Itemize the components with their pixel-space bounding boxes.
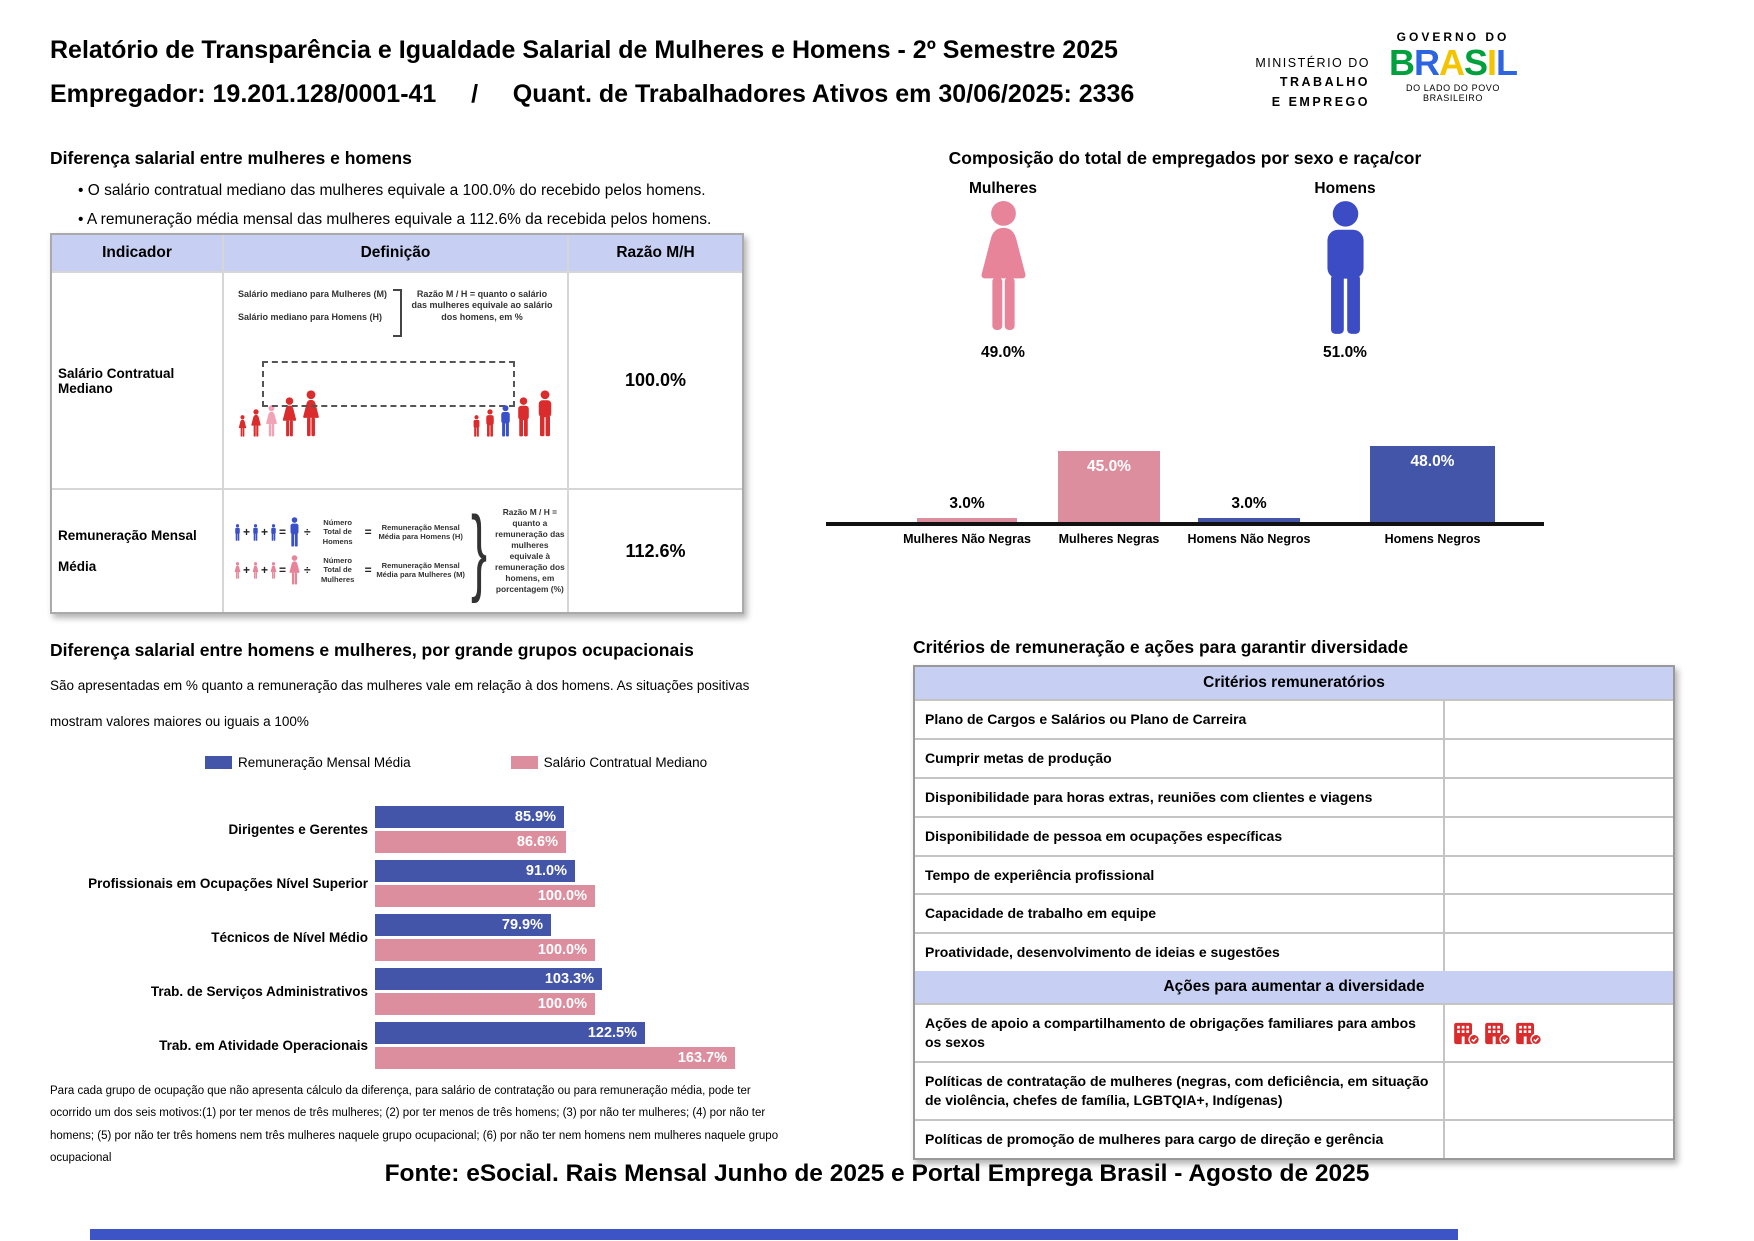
company-check-icon — [1484, 1022, 1511, 1045]
criteria-row-6 — [915, 934, 1673, 971]
woman-figure-box — [923, 200, 1083, 337]
diversity-label: Políticas de promoção de mulheres para cargo de direção e gerência — [915, 1121, 1445, 1158]
governo-do-brasil-logo — [1378, 30, 1528, 103]
formula-women-row — [234, 555, 467, 585]
formula-men-row — [234, 517, 467, 547]
criteria-label: Disponibilidade para horas extras, reuniões com clientes e viagens — [915, 779, 1445, 816]
equals-sign: = — [279, 525, 287, 539]
women-divisor-label: Número Total de Mulheres — [320, 556, 355, 584]
occupation-group-label: Trab. de Serviços Administrativos — [150, 984, 368, 999]
diversity-label: Ações de apoio a compartilhamento de obrigações familiares para ambos os sexos — [915, 1005, 1445, 1061]
page-title: Relatório de Transparência e Igualdade Salarial de Mulheres e Homens - 2º Semestre 2025 — [50, 36, 1118, 64]
woman-icon — [270, 562, 277, 579]
bar-value-label: 3.0% — [949, 495, 985, 512]
occupation-section — [50, 640, 840, 1220]
chart-legend — [205, 755, 707, 770]
occupation-bar-pink — [375, 939, 595, 961]
gov-logo-slogan: DO LADO DO POVO BRASILEIRO — [1405, 82, 1501, 103]
criteria-value-cell — [1445, 895, 1673, 932]
plus-sign: + — [243, 563, 251, 577]
diversity-label: Políticas de contratação de mulheres (negras, com deficiência, em situação de violência, chefes de família, LGBTQIA+, Indígenas) — [915, 1063, 1445, 1119]
bar-value-label: 85.9% — [514, 809, 556, 825]
woman-icon — [265, 405, 278, 437]
man-icon — [472, 415, 481, 437]
bar-value-label: 45.0% — [1087, 458, 1131, 475]
equals-sign: = — [279, 563, 287, 577]
occupation-bar-pink — [375, 993, 595, 1015]
occupation-group-4 — [50, 1022, 840, 1069]
criteria-label: Proatividade, desenvolvimento de ideias e sugestões — [915, 934, 1445, 971]
legend-salario: Salário Contratual Mediano — [511, 755, 708, 770]
ministry-line3: E EMPREGO — [1271, 94, 1370, 109]
occupation-footnote: Para cada grupo de ocupação que não apresenta cálculo da diferença, para salário de contratação ou para remuneração média, pode ter ocorrido um dos seis motivos:(1) por ter menos de três mulheres; (2) por ter menos de três homens; (3) por não ter mulheres; (4) por não ter homens; (5) por não ter três homens nem três mulheres naquele grupo ocupacional; (6) por não ter nem homens nem mulheres naquele grupo ocupacional — [50, 1085, 779, 1165]
category-label: Mulheres Negras — [1058, 532, 1160, 546]
criteria-table — [913, 665, 1675, 1160]
plus-sign: + — [261, 563, 269, 577]
diversity-row-1 — [915, 1063, 1673, 1121]
bottom-accent-bar — [90, 1229, 1458, 1240]
bar-value-label: 48.0% — [1410, 453, 1455, 470]
bullet-median-salary: • O salário contratual mediano das mulheres equivale a 100.0% do recebido pelos homens. — [78, 176, 778, 205]
divide-sign: ÷ — [304, 525, 311, 539]
category-label: Homens Não Negros — [1187, 532, 1311, 546]
men-figures-group — [472, 390, 555, 437]
composition-bar-3 — [1370, 446, 1495, 523]
criteria-value-cell — [1445, 857, 1673, 894]
category-label: Mulheres Não Negras — [903, 532, 1031, 546]
col-header-definicao: Definição — [224, 235, 569, 273]
diversity-value-cell — [1445, 1121, 1673, 1158]
criteria-value-cell — [1445, 934, 1673, 971]
criteria-row-4 — [915, 857, 1673, 896]
occupation-group-label: Dirigentes e Gerentes — [228, 822, 368, 837]
equals-sign: = — [364, 563, 372, 577]
man-icon — [252, 524, 259, 541]
occupation-bar-chart — [50, 806, 840, 1076]
brasil-letter: R — [1413, 42, 1439, 83]
definition-diagram-mean — [224, 490, 569, 612]
occupation-group-0 — [50, 806, 840, 853]
occupation-bar-blue — [375, 914, 551, 936]
people-figures-row — [224, 339, 567, 451]
composition-bar-1 — [1058, 451, 1160, 523]
criteria-row-1 — [915, 740, 1673, 779]
occupation-desc-line1: São apresentadas em % quanto a remuneração das mulheres vale em relação à dos homens. As situações positivas — [50, 678, 750, 693]
woman-icon — [288, 555, 301, 585]
man-figure-box — [1265, 200, 1425, 341]
occupation-heading: Diferença salarial entre homens e mulheres, por grande grupos ocupacionais — [50, 640, 694, 660]
occupation-group-label: Trab. em Atividade Operacionais — [159, 1038, 368, 1053]
occupation-group-3 — [50, 968, 840, 1015]
composition-section — [828, 148, 1542, 588]
brasil-letter: S — [1463, 42, 1487, 83]
diversity-value-cell — [1445, 1063, 1673, 1119]
women-sum-figures — [234, 555, 301, 585]
man-icon — [535, 390, 555, 437]
criteria-row-0 — [915, 701, 1673, 740]
criteria-subheader-diversidade: Ações para aumentar a diversidade — [915, 971, 1673, 1005]
man-icon — [234, 524, 241, 541]
criteria-value-cell — [1445, 740, 1673, 777]
salary-gap-bullets — [78, 176, 778, 235]
occupation-bar-pink — [375, 885, 595, 907]
composition-category-labels — [828, 532, 1542, 572]
divide-sign: ÷ — [304, 563, 311, 577]
occupation-bar-blue — [375, 806, 564, 828]
bar-value-label: 79.9% — [501, 917, 543, 933]
bar-value-label: 91.0% — [525, 863, 567, 879]
criteria-value-cell — [1445, 779, 1673, 816]
man-icon — [1317, 200, 1374, 336]
men-percentage: 51.0% — [1323, 344, 1367, 361]
bar-value-label: 100.0% — [537, 888, 587, 904]
row-label-remuneracao-media: Remuneração Mensal Média — [52, 490, 224, 612]
equals-sign: = — [364, 525, 372, 539]
median-men-label: Salário mediano para Homens (H) — [238, 312, 383, 322]
occupation-bar-blue — [375, 1022, 645, 1044]
occupation-group-1 — [50, 860, 840, 907]
diversity-row-2 — [915, 1121, 1673, 1158]
woman-icon — [252, 562, 259, 579]
criteria-value-cell — [1445, 818, 1673, 855]
mean-ratio-note: Razão M / H = quanto a remuneração das mulheres equivale à remuneração dos homens, em porcentagem (%) — [494, 507, 565, 594]
occupation-group-2 — [50, 914, 840, 961]
bar-value-label: 86.6% — [516, 834, 558, 850]
man-icon — [288, 517, 301, 547]
brasil-wordmark — [1378, 44, 1528, 82]
bar-value-label: 163.7% — [677, 1050, 727, 1066]
woman-icon — [976, 200, 1031, 332]
criteria-heading: Critérios de remuneração e ações para garantir diversidade — [913, 637, 1409, 657]
composition-bar-0 — [917, 495, 1017, 523]
source-footer: Fonte: eSocial. Rais Mensal Junho de 2025 e Portal Emprega Brasil - Agosto de 2025 — [384, 1160, 1370, 1187]
occupation-bar-blue — [375, 860, 575, 882]
men-sum-figures — [234, 517, 301, 547]
indicator-table — [50, 233, 744, 614]
criteria-rows — [915, 701, 1673, 971]
bar-value-label: 3.0% — [1231, 495, 1267, 512]
diversity-row-0 — [915, 1005, 1673, 1063]
criteria-label: Cumprir metas de produção — [915, 740, 1445, 777]
plus-sign: + — [261, 525, 269, 539]
composition-heading: Composição do total de empregados por sexo e raça/cor — [948, 148, 1422, 168]
criteria-row-2 — [915, 779, 1673, 818]
criteria-row-5 — [915, 895, 1673, 934]
bullet-mean-salary: • A remuneração média mensal das mulheres equivale a 112.6% da recebida pelos homens. — [78, 205, 778, 234]
man-icon — [499, 405, 512, 437]
men-result-label: Remuneração Mensal Média para Homens (H) — [378, 522, 463, 541]
ministry-line2: TRABALHO — [1279, 75, 1370, 90]
definition-diagram-median — [224, 273, 569, 490]
ratio-value-mean: 112.6% — [625, 540, 686, 561]
brasil-letter: A — [1438, 42, 1464, 83]
man-icon — [270, 524, 277, 541]
women-column-label: Mulheres — [968, 180, 1038, 197]
employer-info: Empregador: 19.201.128/0001-41 / Quant. de Trabalhadores Ativos em 30/06/2025: 2336 — [50, 80, 1135, 108]
ministry-line1: MINISTÉRIO DO — [1255, 56, 1370, 70]
brace-shape: } — [470, 497, 487, 605]
woman-icon — [234, 562, 241, 579]
criteria-label: Plano de Cargos e Salários ou Plano de Carreira — [915, 701, 1445, 738]
company-check-icon — [1453, 1022, 1480, 1045]
woman-icon — [250, 409, 262, 437]
men-divisor-label: Número Total de Homens — [322, 518, 353, 546]
women-percentage: 49.0% — [981, 344, 1025, 361]
brasil-letter: I — [1487, 42, 1497, 83]
median-women-label: Salário mediano para Mulheres (M) — [238, 289, 388, 299]
bracket-shape — [393, 289, 402, 337]
man-icon — [515, 397, 532, 437]
ratio-value-median: 100.0% — [569, 273, 742, 490]
occupation-desc-line2: mostram valores maiores ou iguais a 100% — [50, 714, 309, 729]
criteria-label: Capacidade de trabalho em equipe — [915, 895, 1445, 932]
diversity-value-cell — [1445, 1005, 1673, 1061]
legend-swatch-pink — [511, 756, 538, 769]
company-check-icon — [1515, 1022, 1542, 1045]
bar-value-label: 122.5% — [587, 1025, 637, 1041]
occupation-group-label: Técnicos de Nível Médio — [211, 930, 368, 945]
bar-value-label: 103.3% — [544, 971, 594, 987]
occupation-group-label: Profissionais em Ocupações Nível Superior — [88, 876, 368, 891]
gov-logo-top-text: GOVERNO DO — [1396, 30, 1510, 44]
man-icon — [484, 409, 496, 437]
col-header-indicador: Indicador — [52, 235, 224, 273]
category-label: Homens Negros — [1384, 532, 1481, 546]
occupation-bar-pink — [375, 1047, 735, 1069]
brasil-letter: L — [1496, 42, 1518, 83]
brasil-letter: B — [1388, 42, 1414, 83]
median-ratio-note: Razão M / H = quanto o salário das mulheres equivale ao salário dos homens, em % — [411, 289, 553, 322]
criteria-subheader-remuneratorios: Critérios remuneratórios — [915, 667, 1673, 701]
women-result-label: Remuneração Mensal Média para Mulheres (M) — [376, 560, 465, 579]
composition-bar-chart — [828, 373, 1542, 523]
criteria-label: Tempo de experiência profissional — [915, 857, 1445, 894]
row-label-salario-mediano: Salário Contratual Mediano — [52, 273, 224, 490]
men-column-label: Homens — [1314, 180, 1376, 197]
criteria-label: Disponibilidade de pessoa em ocupações específicas — [915, 818, 1445, 855]
col-header-razao: Razão M/H — [569, 235, 742, 273]
composition-bar-2 — [1198, 495, 1300, 523]
diversity-action-rows — [915, 1005, 1673, 1157]
occupation-bar-blue — [375, 968, 602, 990]
ministry-logo — [1220, 54, 1370, 112]
plus-sign: + — [243, 525, 251, 539]
bar-value-label: 100.0% — [537, 942, 587, 958]
criteria-row-3 — [915, 818, 1673, 857]
woman-icon — [238, 415, 247, 437]
bar-value-label: 100.0% — [537, 996, 587, 1012]
x-axis-line — [826, 522, 1544, 526]
legend-swatch-blue — [205, 756, 232, 769]
occupation-bar-pink — [375, 831, 566, 853]
criteria-value-cell — [1445, 701, 1673, 738]
salary-gap-heading: Diferença salarial entre mulheres e homens — [50, 148, 412, 168]
legend-remuneracao: Remuneração Mensal Média — [205, 755, 411, 770]
